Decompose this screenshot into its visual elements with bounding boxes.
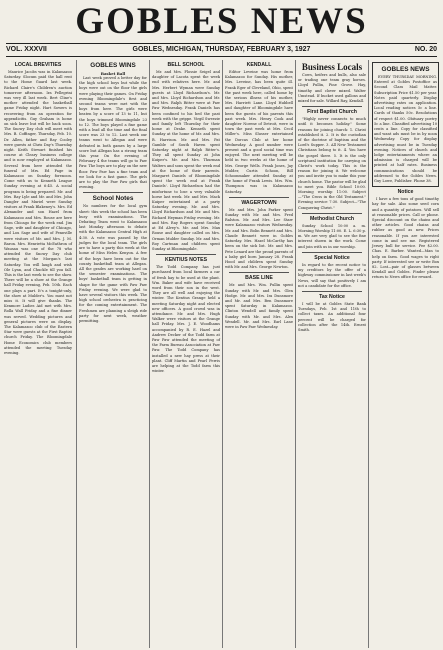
publisher-box [372,62,439,187]
column-heading: Special Notice [314,254,350,261]
volume-label: VOL. XXXVII [6,46,47,53]
masthead-title: GOBLES NEWS [75,1,368,42]
column-heading: Notice [397,189,414,196]
column-bell-school [149,60,222,648]
divider [229,272,289,273]
column-heading: School Notes [92,195,134,203]
divider [302,106,362,107]
article-text: Sunday School 10:00 a. m. Morning Worship 11:00. E. L. 6:30 p. m. We are very glad to see the fine interest shown in the work. Come and join with us in our worship. [298,223,366,249]
column-business-locals [295,60,368,648]
article-text: "Highly never connects to much until it becomes holiday." Some reasons for joining church: 1. Christ established it. 2. It is the custodian of the doctrine of baptism and the Lord's Supper. 3. All New Testament Christians belong to it. 4. You have the gospel there. 5. It is the only scriptural institution for carrying on Christ's work today. This is the reason for joining it. We welcome you and invite you to make this your church home. The pastor will be glad to meet you. Bible School 10:00. Morning worship 11:00. Subject—"The Cross in the Old Testament." Evening service 7:30. Subject—"The Conquering Christ." [298,117,366,210]
column-heading: KENDALL [246,62,272,68]
article-text: Maurice Jacobs was in Kalamazoo Saturday. Slocum paid the hall rent to the Home Guard last week. Richard Claire's Children's auction tomorrow afternoon. Ira Pellegrini was very ill last week. Bert Cline's mother attended the basketball game Friday night. Hart Sowers is recovering from an operation for appendicitis. Guy Graham is home on sick leave but will be back soon. The Snowy Day club will meet with Mrs. B. Coffinger, Thursday, Feb. 10. Dr. Allen, father and Ray Cooley were guests at Chris Day's Thursday night. Keith Stewart finished his course at Cleary business college and is now employed at Kalamazoo. Several from here attended the funeral of Mrs. Ed Page in Kalamazoo on Sunday forenoon. Come with us to Kenneth League Sunday evening at 6:45. A social program is being prepared. Mr. and Mrs. Ray Lyle and Mr. and Mrs. John Dangler and Muriel were Sunday visitors at Frank Blakeney's. Mrs. Ed Alexander and son Hazel from Kalamazoo and Mrs. Rouse are here from Chicago for the week end. Jim Sage, wife and daughter of Chicago, and Lou Sage and wife of Fennville were visitors of Mr. and Mrs. J. M. Baron. Mrs. Henrietta McEathron of Wausau was one of the 78 who attended the Snowy Day club meeting at the Morgan's last Saturday. You will laugh and wish Ole Lynn, and Chuckle till you fall. This is the last week to see the show. There will be a show at the Grange hall Friday evening, Feb. 10th. Each one plays a part. It's a tonight-only, the show at Mulder's. You must not miss it. It will give thanks. The Kenmore Ladies Aid met with Mrs. Rolla Wall Friday and a fine dinner was served. Wedding pictures and general pictures were on display. The Kalamazoo club of the Eastern Star were guests at the First Baptist church Friday. The Bloomingdale Home Economics club members attended the meeting Tuesday evening. [4,70,72,355]
article-text: In regard to the recent notice to my creditors by the offer of a highway commissioner in last week's News, will say that positively I am not a candidate for the office. [298,262,366,288]
dateline-text: GOBLES, MICHIGAN, THURSDAY, FEBRUARY 3, 1927 [132,46,311,53]
article-text: I have a few tons of good timothy hay for sale. Also some seed corn and a quantity of potatoes. Will sell at reasonable prices. Call or phone. Special discount on the chains and other articles. Good chains and rubber as good as new. Prices reasonable. If you are interested come in and see me. Registered Jersey bull for service. Fee $2.00. Chas. E. Barber. Wanted—Man to help on farm. Good wages to right party. If interested see or write Box 82. Lost—pair of glasses between Kendall and Gobles. Finder please return to News office for reward. [372,197,439,280]
article-text: I will be at Gobles State Bank Tuesdays, Feb. 1st and 11th to collect taxes. An additional four percent will be charged for collection after the 14th. Ernest Smith. [298,301,366,332]
article-text: Cows, heifers and bulls, also sale or trading one team gray horses. Lloyd Pullin, Pine Grove. Hay, timothy and clover mixed. Walter Umstead. If bucket used gallons and mixed for sale. Willard Ray, Kendall. [298,73,366,104]
news-columns [4,60,439,648]
divider [83,192,143,193]
column-heading: GOBLES WINS [90,62,136,69]
column-subheading: Basket Ball [100,71,126,76]
column-gobles-news-info [368,60,439,648]
column-heading: WAGERTOWN [241,199,277,206]
article-text: Editor Leveine was home from Kalamazoo for Sunday. His mother, Mrs. Leveine, has been quite ill. Frank Eger of Cleveland, Ohio, spent the past week here, called home by the serious illness of his mother, Mrs. Harriett Lane. Lloyd Hubbell and daughter of Bloomingdale have been the guests of his parents this past week. Mrs. Henry Cook and daughter Norene of Detroit, were in town the past week at Mrs. Cecil Miller's. Miss Slusser entertained the Dorcas Club at her home Wednesday. A good number were present and a good social time was enjoyed. The next meeting will be held in two weeks at the home of Mrs. George Wells. Frank Jones, Jay Mulder, Curtis Schoon, Bill Schoonmaker attended Sunday at the home of Frank Lewis. Mrs. Wm. Thompson was in Kalamazoo Saturday. [225,70,293,194]
column-heading: KENTIUS NOTES [164,257,208,264]
column-heading: Methodist Church [309,215,355,222]
article-text: Last week proved a better day for the high school boys but while the boys were out on the floor the girls were playing their games. On Friday evening Bloomingdale's first and second teams were met with the boys from here. The girls were beaten by a score of 13 to 11, but the boys trimmed Bloomingdale 23 to 12. The boys played a fine game with a lead all the time and the final score was 23 to 12. Last week our teams went to Allegan and were defeated in both games by a large score but Allegan has a strong team this year. On the evening of February 4 the teams will go to Paw Paw. The boys are to play on the new floor. Paw Paw has a fine team and we look for a fast game. The girls are to play the Paw Paw girls that evening. [79,76,147,190]
column-heading: Tax Notice [319,293,345,300]
column-heading: LOCAL BREVITIES [14,62,62,68]
column-kendall [222,60,295,648]
article-text: The Todd Company has just purchased from local farmers a car of fresh hay to be used at the plant. Wm. Baker and wife have received word from their son in the west. They are all well and enjoying the winter. The Kentius Grange held a meeting Saturday night and elected new officers. A good crowd was in attendance. Mr. and Mrs. Hugh Walker were visitors at the Grange hall Friday. Mrs. J. E. Woodhams accompanied by R. E. Hazel and Andrew Decker of the Todd farm at Paw Paw attended the meeting of the Farm Bureau Association at Paw Paw. The Todd Company has installed a new hay press at their plant. Cliff Martin and Pearl Ferris are helping at the Todd farm this winter. [152,265,220,374]
column-heading: BASE LINE [245,275,273,282]
issue-number: NO. 20 [414,46,437,53]
column-heading: Business Locals [301,62,363,72]
column-heading: GOBLES NEWS [381,66,430,73]
column-gobles-wins [76,60,149,648]
divider [302,291,362,292]
divider [302,252,362,253]
divider [156,254,216,255]
article-text: Mr. and Mrs. John Parker spent Sunday with Mr. and Mrs. Fred Ralston. Mr. and Mrs. Lee Starr were Kalamazoo visitors Wednesday. Mr. and Mrs. Bolin Bennett and Mrs. Claude Bennett were in Gobles Saturday. Mrs. Hazel McCarthy has been on the sick list. Mr. and Mrs. Pete Lenard are the proud parents of a baby girl born January 28. Frank Hood and children spent Sunday with Mr. and Mrs. George Newton. [225,207,293,270]
column-local-brevities [4,60,74,648]
divider [302,213,362,214]
article-text: Mr. and Mrs. Wm. Pullin spent Sunday with Mr. and Mrs. Glen Hodge. Mr. and Mrs. Ira Dunsmore and Mr. and Mrs. Ben Dunsmore spent Saturday in Kalamazoo. Clinton Wendell and family spent Sunday with Mr. and Mrs. Alex Wendell. Mr. and Mrs. Earl Lane were in Paw Paw Wednesday. [225,283,293,329]
column-heading: First Baptist Church [307,109,357,116]
article-text: Mr. and Mrs. Flossie Seigel and daughter of Lacota spent the week end with relatives here. Mr. and Mrs. Herbert Wyman were Sunday guests at Lloyd Richardson's. Mr. and Mrs. Lloyd Richardson and Mr. and Mrs. Ralph Ritter were at Paw Paw Wednesday. Frank Daniels has been confined to his bed the past week with the grippe. Virgil Sweezie and family left Thursday for their home at Drake. Kenneth spent Sunday at the home of Mr. and Mrs. B. Harrison. Mr. and Mrs. Pat Gamble of South Haven spent Saturday night at Ralph Ritter's. They all spent Sunday at John Kuiper's. Mr. and Mrs. Thurman Walters and sons spent the week end at the home of their parents. Margaret Daniels of Bloomingdale spent the week end at Frank Daniels'. Lloyd Richardson had the misfortune to lose a very valuable horse last week. Mr. and Mrs. Mack Kuiper entertained at a party Saturday evening. Mr. and Mrs. Lloyd Richardson and Mr. and Mrs. Richard Heyman Friday evening. Mr. and Mrs. Ray Rogers spent Sunday at Ed Alvey's. Mr. and Mrs. Max Rouse and daughter called on Mrs. Orman Mulder Sunday. Mr. and Mrs. Roy Cartman and children spent Sunday at Bloomingdale. [152,70,220,251]
divider [229,197,289,198]
column-heading: BELL SCHOOL [167,62,205,68]
article-text: No numbers for the local gym sheet: this week the school has been busy with examinations. The Debating Team went to Kalamazoo last Monday afternoon to debate with the Kalamazoo Central High at 4:30. A vote was passed by the judges for the local team. The girls are to have a party this week at the home of Miss Helen Kenyon. A few of the boys have been out for the county basketball team at Allegan. All the grades are working hard on the semester examinations. The boys' basketball team is getting in shape for the game with Paw Paw Friday evening. We were glad to have several visitors this week. The high school orchestra is practicing for the coming entertainment. The Freshmen are planning a sleigh ride party for next week, weather permitting. [79,204,147,323]
dateline-bar [6,43,437,57]
article-text: EVERY THURSDAY MORNING. Entered at Gobles Postoffice as Second Class Mail Matter. Subscription Price $1.50 per year. Notes paid quarterly. Display advertising rates on application. Local reading notices 5c a line. Cards of thanks 50c. Resolutions of respect $1.00. Obituary poetry 5c a line. Classified advertising 10 cents a line. Copy for classified and want ads must be in by noon Wednesday. Copy for display advertising must be in Tuesday evening. Notices of church and lodge entertainments where an admission is charged will be printed at half rates. Business communications should be addressed to the Gobles News. Guy Lowe, Publisher. Phone 38. [374,75,437,184]
